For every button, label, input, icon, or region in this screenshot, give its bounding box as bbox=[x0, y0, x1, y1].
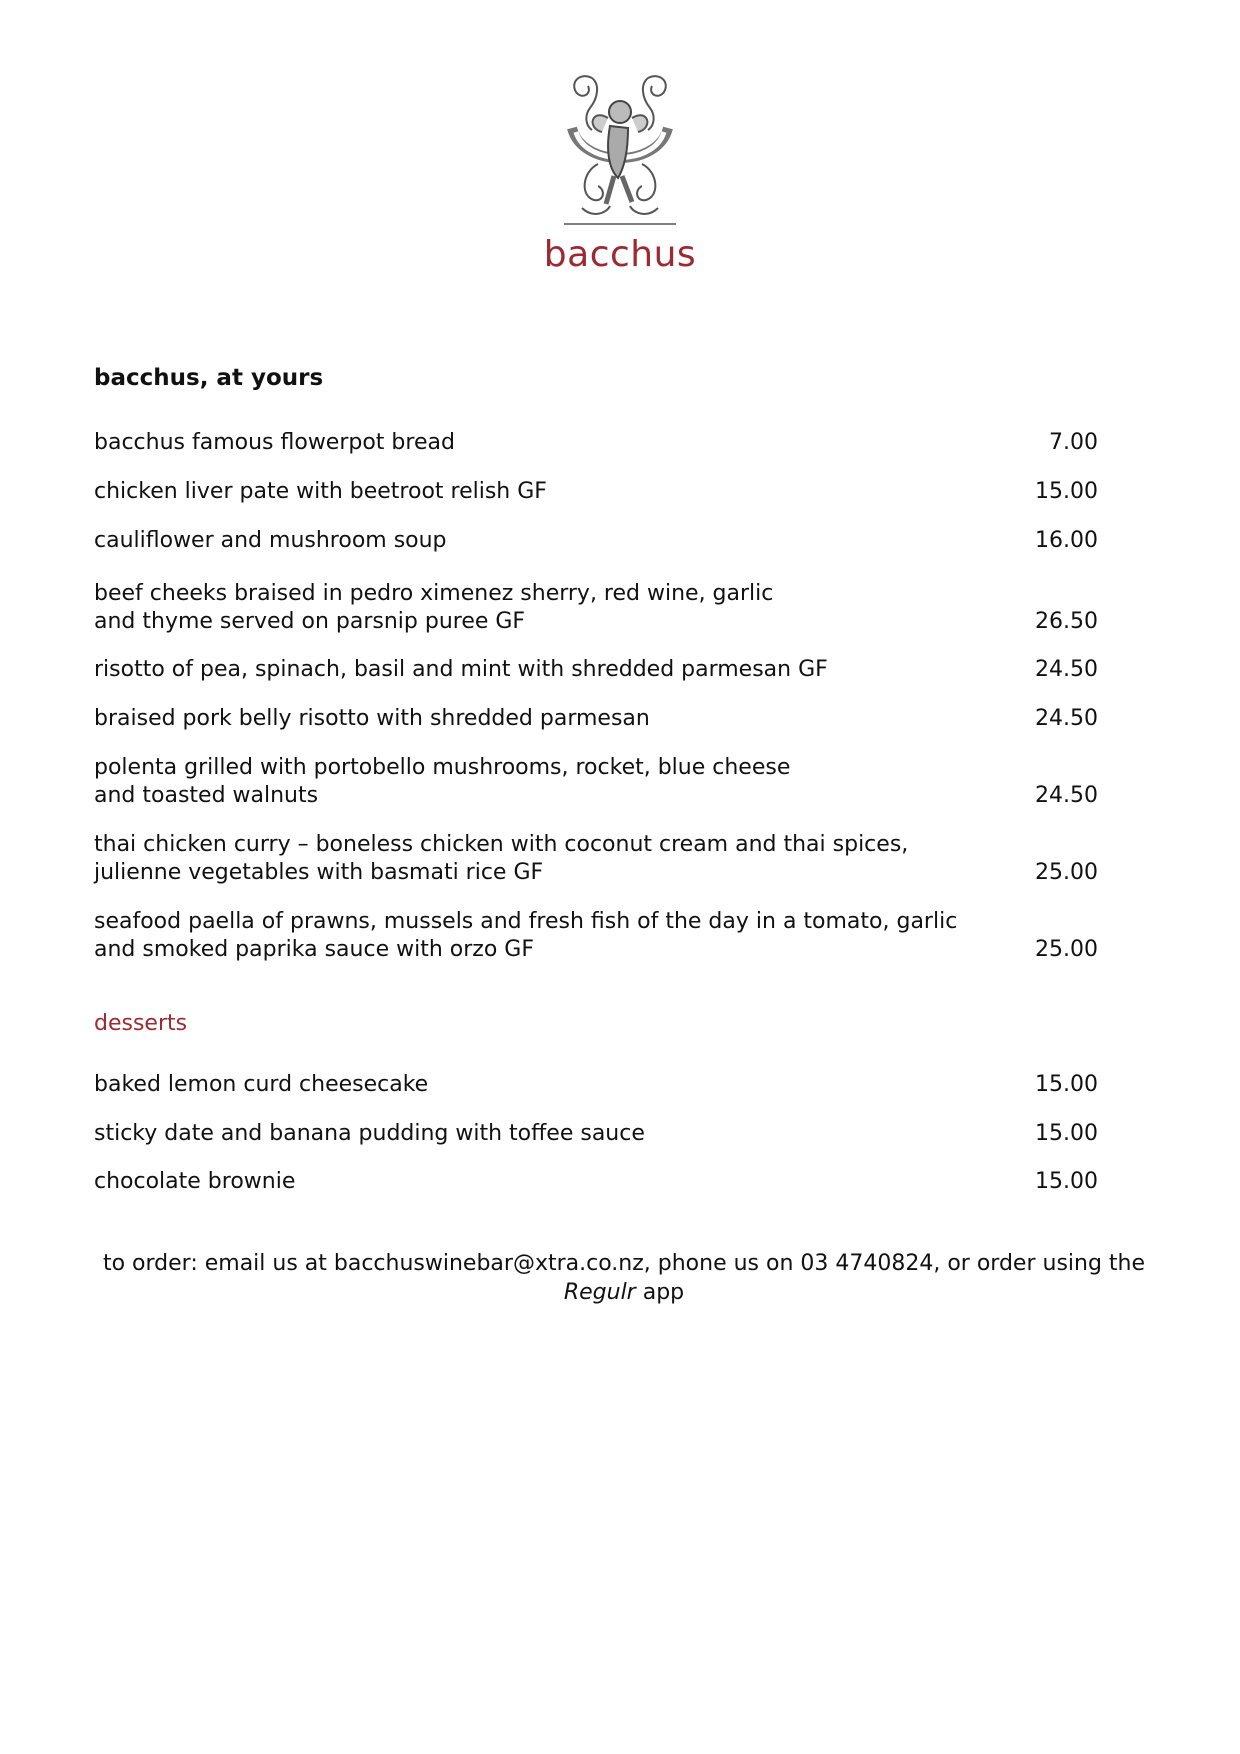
dish-price: 7.00 bbox=[1049, 430, 1098, 455]
dish-name: cauliflower and mushroom soup bbox=[94, 528, 447, 553]
menu-item bbox=[94, 527, 1098, 555]
order-app-line bbox=[94, 1278, 1154, 1307]
dessert-name: sticky date and banana pudding with toffee sauce bbox=[94, 1121, 645, 1146]
dish-price: 24.50 bbox=[1035, 657, 1098, 682]
app-suffix: app bbox=[635, 1280, 685, 1305]
dessert-name: baked lemon curd cheesecake bbox=[94, 1072, 429, 1097]
desserts-heading: desserts bbox=[94, 1011, 188, 1036]
dish-name: chicken liver pate with beetroot relish GF bbox=[94, 479, 547, 504]
menu-item bbox=[94, 908, 1098, 964]
dessert-name: chocolate brownie bbox=[94, 1169, 296, 1194]
menu-item bbox=[94, 705, 1098, 733]
dish-name: polenta grilled with portobello mushrooms, rocket, blue cheese and toasted walnuts bbox=[94, 755, 791, 808]
dish-name: seafood paella of prawns, mussels and fresh fish of the day in a tomato, garlic and smoked paprika sauce with orzo GF bbox=[94, 909, 958, 962]
menu-item bbox=[94, 831, 1098, 887]
dish-price: 25.00 bbox=[1035, 860, 1098, 885]
dessert-item bbox=[94, 1071, 1098, 1099]
dessert-item bbox=[94, 1120, 1098, 1148]
dish-name: risotto of pea, spinach, basil and mint with shredded parmesan GF bbox=[94, 657, 828, 682]
brand-name: bacchus bbox=[543, 234, 697, 275]
menu-item bbox=[94, 429, 1098, 457]
app-name: Regulr bbox=[563, 1280, 636, 1305]
dish-price: 16.00 bbox=[1035, 528, 1098, 553]
dessert-price: 15.00 bbox=[1035, 1169, 1098, 1194]
dish-price: 24.50 bbox=[1035, 706, 1098, 731]
menu-item bbox=[94, 478, 1098, 506]
dish-name: braised pork belly risotto with shredded parmesan bbox=[94, 706, 650, 731]
menu-item bbox=[94, 580, 1098, 636]
order-instructions-line: to order: email us at bacchuswinebar@xtra.co.nz, phone us on 03 4740824, or order using the bbox=[102, 1251, 1146, 1276]
dessert-price: 15.00 bbox=[1035, 1072, 1098, 1097]
dish-name: bacchus famous flowerpot bread bbox=[94, 430, 455, 455]
menu-item bbox=[94, 754, 1098, 810]
dish-price: 24.50 bbox=[1035, 783, 1098, 808]
dessert-item bbox=[94, 1168, 1098, 1196]
cherub-emblem-icon bbox=[562, 68, 678, 228]
dish-price: 26.50 bbox=[1035, 609, 1098, 634]
dessert-price: 15.00 bbox=[1035, 1121, 1098, 1146]
dish-name: beef cheeks braised in pedro ximenez sherry, red wine, garlic and thyme served on parsnip puree GF bbox=[94, 581, 774, 634]
bacchus-logo bbox=[520, 68, 720, 288]
dish-name: thai chicken curry – boneless chicken with coconut cream and thai spices, julienne vegetables with basmati rice GF bbox=[94, 832, 909, 885]
section-title: bacchus, at yours bbox=[94, 365, 324, 391]
order-instructions bbox=[94, 1249, 1154, 1307]
menu-item bbox=[94, 656, 1098, 684]
dish-price: 15.00 bbox=[1035, 479, 1098, 504]
dish-price: 25.00 bbox=[1035, 937, 1098, 962]
